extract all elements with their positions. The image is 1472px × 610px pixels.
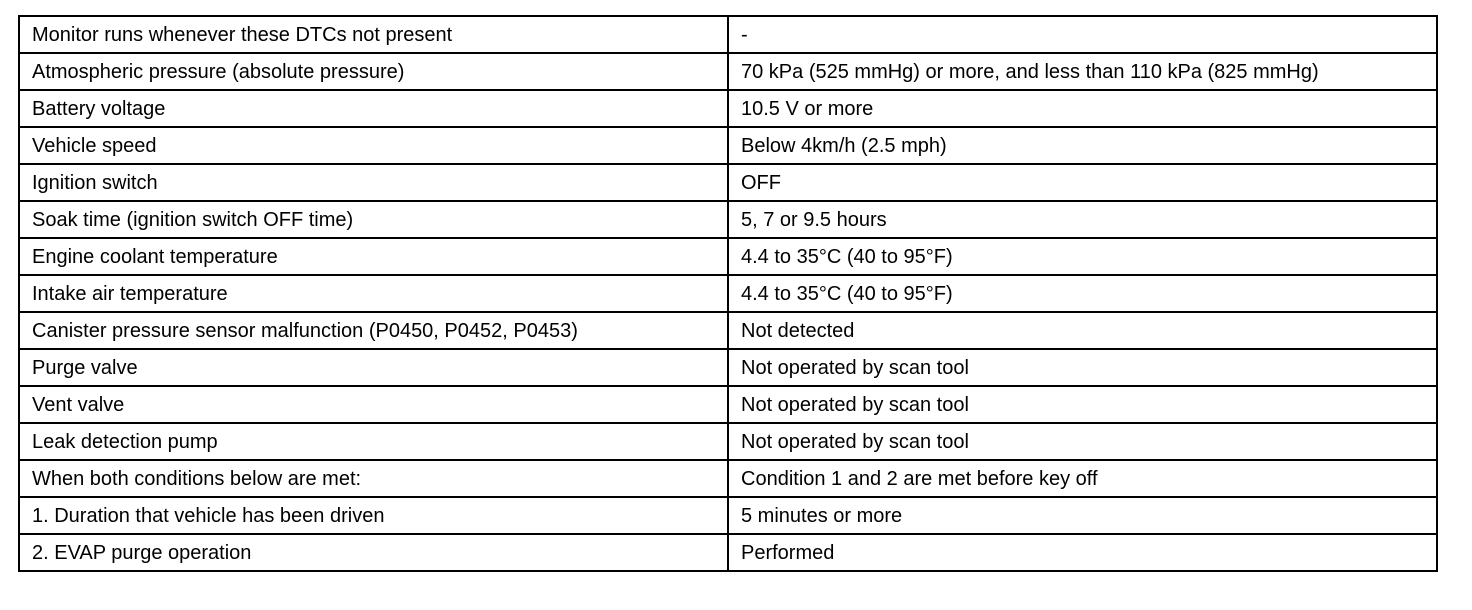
conditions-table: [18, 15, 1438, 572]
condition-item-cell: Atmospheric pressure (absolute pressure): [19, 53, 728, 90]
condition-value-cell: -: [728, 16, 1437, 53]
condition-item-cell: Ignition switch: [19, 164, 728, 201]
table-row: [19, 275, 1437, 312]
table-row: [19, 164, 1437, 201]
table-row: [19, 16, 1437, 53]
condition-value-cell: 4.4 to 35°C (40 to 95°F): [728, 238, 1437, 275]
table-row: [19, 127, 1437, 164]
condition-item-cell: Vent valve: [19, 386, 728, 423]
table-row: [19, 201, 1437, 238]
condition-item-cell: Monitor runs whenever these DTCs not present: [19, 16, 728, 53]
table-row: [19, 238, 1437, 275]
table-row: [19, 53, 1437, 90]
condition-value-cell: 70 kPa (525 mmHg) or more, and less than 110 kPa (825 mmHg): [728, 53, 1437, 90]
condition-value-cell: Performed: [728, 534, 1437, 571]
condition-item-cell: Engine coolant temperature: [19, 238, 728, 275]
table-row: [19, 423, 1437, 460]
condition-item-cell: 2. EVAP purge operation: [19, 534, 728, 571]
condition-value-cell: Condition 1 and 2 are met before key off: [728, 460, 1437, 497]
condition-value-cell: 5, 7 or 9.5 hours: [728, 201, 1437, 238]
condition-item-cell: Leak detection pump: [19, 423, 728, 460]
table-row: [19, 386, 1437, 423]
table-row: [19, 312, 1437, 349]
condition-value-cell: Not operated by scan tool: [728, 386, 1437, 423]
condition-item-cell: Soak time (ignition switch OFF time): [19, 201, 728, 238]
condition-item-cell: Intake air temperature: [19, 275, 728, 312]
condition-value-cell: Not operated by scan tool: [728, 349, 1437, 386]
table-row: [19, 534, 1437, 571]
condition-item-cell: Canister pressure sensor malfunction (P0450, P0452, P0453): [19, 312, 728, 349]
condition-value-cell: 5 minutes or more: [728, 497, 1437, 534]
condition-value-cell: Not detected: [728, 312, 1437, 349]
condition-value-cell: Not operated by scan tool: [728, 423, 1437, 460]
condition-value-cell: Below 4km/h (2.5 mph): [728, 127, 1437, 164]
condition-value-cell: 4.4 to 35°C (40 to 95°F): [728, 275, 1437, 312]
table-row: [19, 90, 1437, 127]
table-body: [19, 16, 1437, 571]
condition-item-cell: Purge valve: [19, 349, 728, 386]
condition-item-cell: When both conditions below are met:: [19, 460, 728, 497]
condition-value-cell: OFF: [728, 164, 1437, 201]
condition-value-cell: 10.5 V or more: [728, 90, 1437, 127]
condition-item-cell: Battery voltage: [19, 90, 728, 127]
condition-item-cell: Vehicle speed: [19, 127, 728, 164]
table-row: [19, 497, 1437, 534]
table-row: [19, 460, 1437, 497]
table-row: [19, 349, 1437, 386]
condition-item-cell: 1. Duration that vehicle has been driven: [19, 497, 728, 534]
